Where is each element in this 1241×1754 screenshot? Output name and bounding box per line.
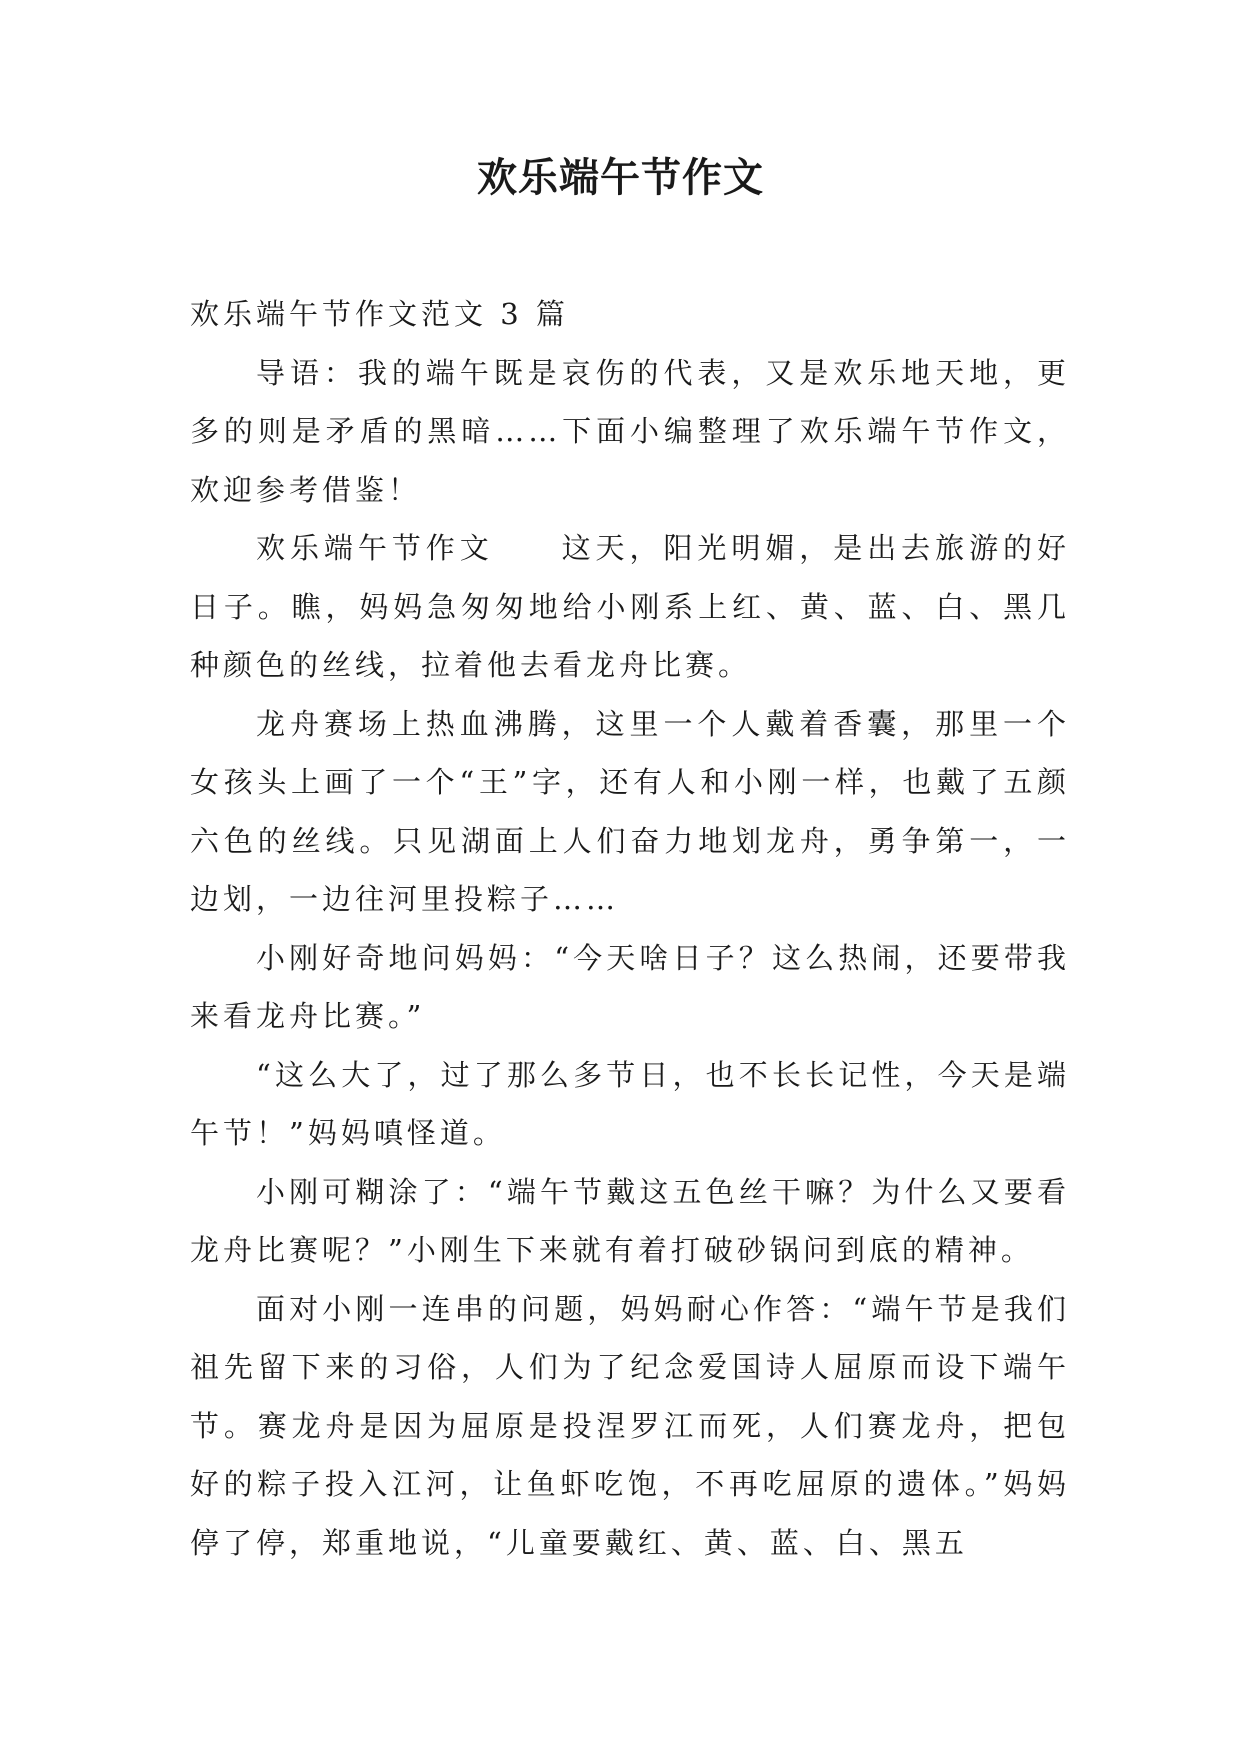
- paragraph: 面对小刚一连串的问题，妈妈耐心作答：“端午节是我们祖先留下来的习俗，人们为了纪念爱国诗人屈原而设下端午节。赛龙舟是因为屈原是投涅罗江而死，人们赛龙舟，把包好的粽子投入江河，让鱼虾吃饱，不再吃屈原的遗体。”妈妈停了停，郑重地说，“儿童要戴红、黄、蓝、白、黑五: [190, 1291, 1070, 1560]
- document-title: 欢乐端午节作文: [477, 154, 764, 201]
- paragraph: 小刚可糊涂了：“端午节戴这五色丝干嘛？为什么又要看龙舟比赛呢？”小刚生下来就有着打破砂锅问到底的精神。: [190, 1174, 1070, 1267]
- paragraph: “这么大了，过了那么多节日，也不长长记性，今天是端午节！”妈妈嗔怪道。: [190, 1057, 1070, 1150]
- paragraph-intro: 导语：我的端午既是哀伤的代表，又是欢乐地天地，更多的则是矛盾的黑暗……下面小编整理了欢乐端午节作文，欢迎参考借鉴！: [190, 355, 1070, 507]
- paragraph: 小刚好奇地问妈妈：“今天啥日子？这么热闹，还要带我来看龙舟比赛。”: [190, 940, 1070, 1033]
- document-subtitle: 欢乐端午节作文范文 3 篇: [190, 297, 569, 331]
- paragraph: 欢乐端午节作文 这天，阳光明媚，是出去旅游的好日子。瞧，妈妈急匆匆地给小刚系上红、黄、蓝、白、黑几种颜色的丝线，拉着他去看龙舟比赛。: [190, 531, 1070, 682]
- paragraph: 龙舟赛场上热血沸腾，这里一个人戴着香囊，那里一个女孩头上画了一个“王”字，还有人和小刚一样，也戴了五颜六色的丝线。只见湖面上人们奋力地划龙舟，勇争第一，一边划，一边往河里投粽子……: [190, 706, 1070, 916]
- document-body: [190, 285, 1070, 1572]
